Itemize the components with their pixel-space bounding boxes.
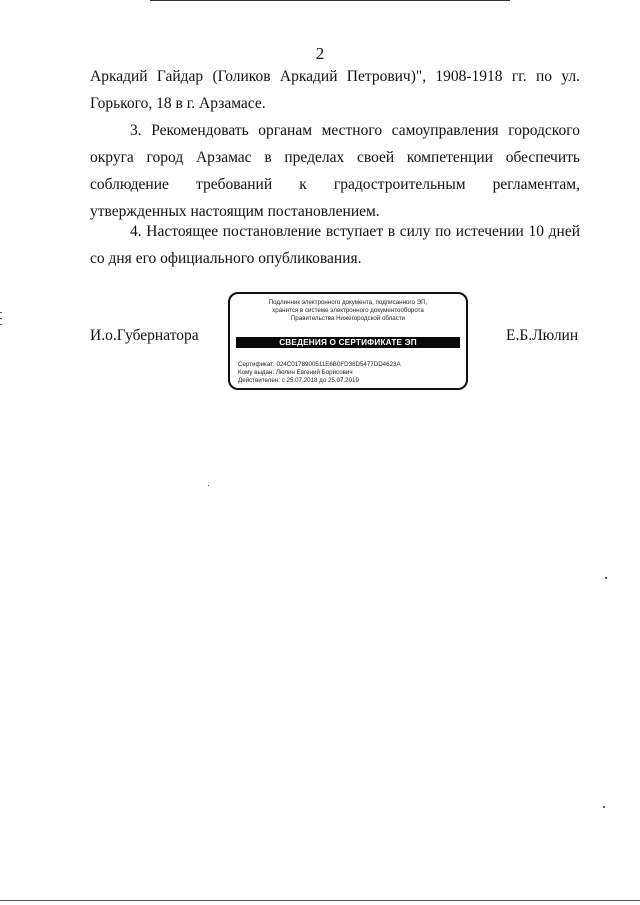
stamp-header-line: Подлинник электронного документа, подписанного ЭП, [268, 299, 428, 306]
signatory-position: И.о.Губернатора [90, 327, 199, 344]
certificate-row [238, 361, 401, 369]
scan-mark [0, 312, 2, 313]
scan-speck [605, 577, 607, 579]
stamp-header-line: хранится в системе электронного документооборота [272, 307, 424, 314]
validity-value: с 25.07.2018 до 25.07.2019 [281, 377, 359, 384]
signatory-name: Е.Б.Люлин [506, 327, 579, 344]
certificate-label: Сертификат: [238, 361, 275, 368]
issued-to-value: Люлин Евгений Борисович [275, 369, 353, 376]
paragraph-item-3: 3. Рекомендовать органам местного самоуправления городского округа город Арзамас в пределах своей компетенции обеспечить соблюдение требований к градостроительным регламентам, утвержденных настоящим постановлением. [90, 122, 580, 220]
top-border-line [150, 0, 510, 1]
stamp-header [230, 299, 466, 323]
scan-speck [603, 806, 605, 808]
page-number: 2 [315, 44, 325, 63]
stamp-details [238, 361, 401, 385]
paragraph-continued: Аркадий Гайдар (Голиков Аркадий Петрович)", 1908-1918 гг. по ул. Горького, 18 в г. Арзамасе. [90, 68, 580, 112]
paragraph-item-4: 4. Настоящее постановление вступает в силу по истечении 10 дней со дня его официального опубликования. [90, 223, 580, 267]
validity-row [238, 377, 401, 385]
certificate-value: 024C0178900511E6B0FD38D5477DD4623A [276, 361, 401, 368]
issued-to-label: Кому выдан: [238, 369, 275, 376]
scan-mark [0, 318, 2, 319]
scan-speck [208, 485, 209, 486]
stamp-title-bar: СВЕДЕНИЯ О СЕРТИФИКАТЕ ЭП [236, 337, 460, 348]
stamp-header-line: Правительства Нижегородской области [290, 315, 406, 322]
validity-label: Действителен: [238, 377, 280, 384]
scan-mark [0, 324, 2, 325]
issued-to-row [238, 369, 401, 377]
bottom-border-line [0, 900, 640, 901]
electronic-signature-stamp [228, 292, 468, 390]
